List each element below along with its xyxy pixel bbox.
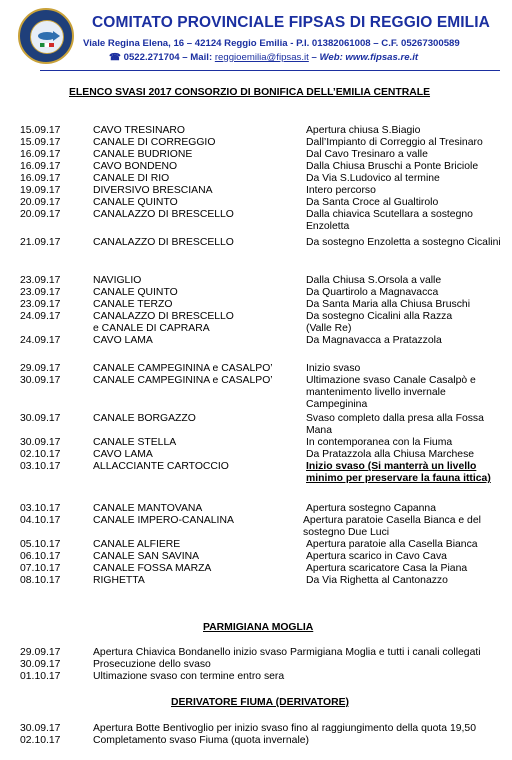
item-channel: CANALAZZO DI BRESCELLO xyxy=(93,311,234,322)
item-note: Dal Cavo Tresinaro a valle xyxy=(306,149,428,160)
item-note: Inizio svaso (Si manterrà un livello minimo per preservare la fauna ittica) xyxy=(306,461,491,484)
item-date: 23.09.17 xyxy=(20,299,61,310)
item-date: 16.09.17 xyxy=(20,173,61,184)
item-channel: CANALE IMPERO-CANALINA xyxy=(93,515,234,526)
item-date: 05.10.17 xyxy=(20,539,61,550)
item-date: 19.09.17 xyxy=(20,185,61,196)
item-note: Dalla Chiusa Bruschi a Ponte Briciole xyxy=(306,161,479,172)
item-note: Svaso completo dalla presa alla Fossa Mana xyxy=(306,413,484,436)
item-date: 15.09.17 xyxy=(20,125,61,136)
logo-emblem xyxy=(30,20,64,54)
item-note: Apertura sostegno Capanna xyxy=(306,503,436,514)
item-channel: CANALE TERZO xyxy=(93,299,173,310)
item-channel: CAVO BONDENO xyxy=(93,161,178,172)
item-date: 03.10.17 xyxy=(20,461,61,472)
item-date: 24.09.17 xyxy=(20,311,61,322)
item-note: Dalla chiavica Scutellara a sostegno Enzoletta xyxy=(306,209,473,232)
item-note: Dall’Impianto di Correggio al Tresinaro xyxy=(306,137,483,148)
item-date: 16.09.17 xyxy=(20,149,61,160)
item-text: Apertura Botte Bentivoglio per inizio svaso fino al raggiungimento della quota 19,50 xyxy=(93,723,476,734)
item-channel: RIGHETTA xyxy=(93,575,145,586)
item-text: Apertura Chiavica Bondanello inizio svaso Parmigiana Moglia e tutti i canali collegati xyxy=(93,647,481,658)
item-note: Apertura scaricatore Casa la Piana xyxy=(306,563,468,574)
item-date: 20.09.17 xyxy=(20,209,61,220)
item-date: 21.09.17 xyxy=(20,237,61,248)
item-note: In contemporanea con la Fiuma xyxy=(306,437,453,448)
section-title-derivatore: DERIVATORE FIUMA (DERIVATORE) xyxy=(171,697,349,708)
item-note: Dalla Chiusa S.Orsola a valle xyxy=(306,275,442,286)
item-text: Ultimazione svaso con termine entro sera xyxy=(93,671,285,682)
item-date: 30.09.17 xyxy=(20,659,61,670)
section-title-parmigiana: PARMIGIANA MOGLIA xyxy=(203,622,314,633)
item-channel: CANALE SAN SAVINA xyxy=(93,551,200,562)
item-channel: CAVO LAMA xyxy=(93,335,153,346)
item-channel: CAVO LAMA xyxy=(93,449,153,460)
item-note: Da Pratazzola alla Chiusa Marchese xyxy=(306,449,475,460)
header-phone: ☎ 0522.271704 – Mail: xyxy=(109,52,215,63)
item-text: Prosecuzione dello svaso xyxy=(93,659,211,670)
item-date: 20.09.17 xyxy=(20,197,61,208)
item-channel: CANALE ALFIERE xyxy=(93,539,181,550)
item-note: Ultimazione svaso Canale Casalpò e mantenimento livello invernale Campeginina xyxy=(306,375,476,410)
item-date: 02.10.17 xyxy=(20,449,61,460)
item-date: 08.10.17 xyxy=(20,575,61,586)
fish-tail-icon xyxy=(53,31,60,41)
item-channel: CANALE CAMPEGININA e CASALPO’ xyxy=(93,375,273,386)
item-channel: CANALE CAMPEGININA e CASALPO’ xyxy=(93,363,273,374)
item-channel: CANALE BORGAZZO xyxy=(93,413,196,424)
fipsas-logo xyxy=(18,8,74,64)
item-date: 29.09.17 xyxy=(20,647,61,658)
item-date: 29.09.17 xyxy=(20,363,61,374)
item-channel: CANALE QUINTO xyxy=(93,287,178,298)
item-note: Inizio svaso xyxy=(306,363,361,374)
item-date: 30.09.17 xyxy=(20,437,61,448)
header-divider xyxy=(40,70,500,71)
item-channel: CANALE DI RIO xyxy=(93,173,170,184)
item-channel: NAVIGLIO xyxy=(93,275,142,286)
item-date: 01.10.17 xyxy=(20,671,61,682)
item-note: Apertura paratoie alla Casella Bianca xyxy=(306,539,478,550)
item-channel: CANALAZZO DI BRESCELLO xyxy=(93,209,234,220)
item-channel: CANALE MANTOVANA xyxy=(93,503,203,514)
item-channel: CANALE FOSSA MARZA xyxy=(93,563,212,574)
item-note: Apertura chiusa S.Biagio xyxy=(306,125,421,136)
item-channel: CANALE BUDRIONE xyxy=(93,149,193,160)
item-channel: CANALE QUINTO xyxy=(93,197,178,208)
item-date: 23.09.17 xyxy=(20,287,61,298)
item-channel: CANALAZZO DI BRESCELLO xyxy=(93,237,234,248)
item-note: Intero percorso xyxy=(306,185,376,196)
item-date: 15.09.17 xyxy=(20,137,61,148)
item-channel: CAVO TRESINARO xyxy=(93,125,185,136)
item-date: 16.09.17 xyxy=(20,161,61,172)
item-date: 04.10.17 xyxy=(20,515,61,526)
item-note: Da Santa Maria alla Chiusa Bruschi xyxy=(306,299,471,310)
item-date: 03.10.17 xyxy=(20,503,61,514)
item-note: Da Via Righetta al Cantonazzo xyxy=(306,575,448,586)
item-date: 23.09.17 xyxy=(20,275,61,286)
item-note: Da sostegno Enzoletta a sostegno Cicalini xyxy=(306,237,501,248)
italian-flag-icon xyxy=(40,43,54,47)
item-note: Da Magnavacca a Pratazzola xyxy=(306,335,442,346)
section-title-consorzio: ELENCO SVASI 2017 CONSORZIO DI BONIFICA DELL’EMILIA CENTRALE xyxy=(69,87,431,98)
item-date: 24.09.17 xyxy=(20,335,61,346)
item-note: Da Santa Croce al Gualtirolo xyxy=(306,197,439,208)
item-date: 07.10.17 xyxy=(20,563,61,574)
item-date: 02.10.17 xyxy=(20,735,61,746)
item-date: 30.09.17 xyxy=(20,375,61,386)
item-note: Da Via S.Ludovico al termine xyxy=(306,173,440,184)
header-contact xyxy=(109,52,418,63)
header-web: – Web: www.fipsas.re.it xyxy=(308,52,419,63)
item-channel: CANALE STELLA xyxy=(93,437,177,448)
item-channel: e CANALE DI CAPRARA xyxy=(93,323,210,334)
item-note: Da Quartirolo a Magnavacca xyxy=(306,287,439,298)
item-channel: ALLACCIANTE CARTOCCIO xyxy=(93,461,229,472)
item-date: 30.09.17 xyxy=(20,723,61,734)
item-note: (Valle Re) xyxy=(306,323,352,334)
item-note: Apertura scarico in Cavo Cava xyxy=(306,551,447,562)
item-channel: DIVERSIVO BRESCIANA xyxy=(93,185,213,196)
item-note: Da sostegno Cicalini alla Razza xyxy=(306,311,453,322)
item-note: Apertura paratoie Casella Bianca e del sostegno Due Luci xyxy=(303,515,481,538)
item-channel: CANALE DI CORREGGIO xyxy=(93,137,216,148)
header-title: COMITATO PROVINCIALE FIPSAS DI REGGIO EMILIA xyxy=(92,14,490,31)
item-date: 30.09.17 xyxy=(20,413,61,424)
header-address: Viale Regina Elena, 16 – 42124 Reggio Emilia - P.I. 01382061008 – C.F. 05267300589 xyxy=(83,38,460,49)
item-date: 06.10.17 xyxy=(20,551,61,562)
header-mail-link[interactable]: reggioemilia@fipsas.it xyxy=(214,52,309,63)
item-text: Completamento svaso Fiuma (quota invernale) xyxy=(93,735,309,746)
